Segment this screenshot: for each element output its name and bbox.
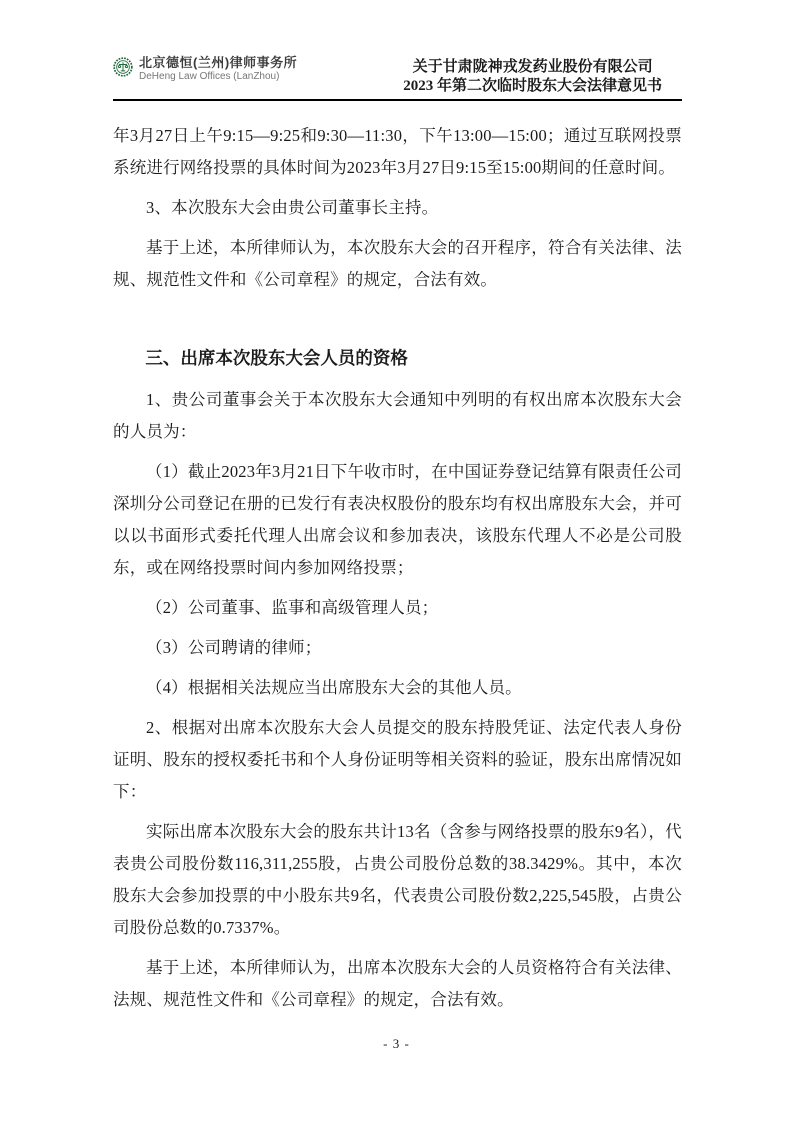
paragraph-meeting-time-continued: 年3月27日上午9:15—9:25和9:30—11:30，下午13:00—15:00；通过互联网投票系统进行网络投票的具体时间为2023年3月27日9:15至15:00期间的任意时间。 [113, 126, 682, 177]
paragraph-item-2-verification: 2、根据对出席本次股东大会人员提交的股东持股凭证、法定代表人身份证明、股东的授权委托书和个人身份证明等相关资料的验证，股东出席情况如下： [113, 718, 682, 801]
firm-name-chinese: 北京德恒(兰州)律师事务所 [139, 55, 298, 70]
page-header [113, 55, 682, 101]
section-heading-attendee-qualification: 三、出席本次股东大会人员的资格 [145, 348, 408, 368]
page-content [113, 55, 682, 1024]
paragraph-item-1-intro: 1、贵公司董事会关于本次股东大会通知中列明的有权出席本次股东大会的人员为： [113, 390, 682, 441]
paragraph-convening-conclusion: 基于上述，本所律师认为，本次股东大会的召开程序，符合有关法律、法规、规范性文件和《公司章程》的规定，合法有效。 [113, 238, 682, 289]
firm-names [139, 55, 297, 83]
paragraph-qualification-conclusion: 基于上述，本所律师认为，出席本次股东大会的人员资格符合有关法律、法规、规范性文件和《公司章程》的规定，合法有效。 [113, 958, 682, 1009]
page-number: - 3 - [383, 1036, 410, 1051]
firm-name-english: DeHeng Law Offices (LanZhou) [139, 71, 280, 82]
paragraph-meeting-chair: 3、本次股东大会由贵公司董事长主持。 [146, 198, 439, 217]
paragraph-subitem-2: （2）公司董事、监事和高级管理人员； [146, 598, 439, 617]
paragraph-attendance-statistics: 实际出席本次股东大会的股东共计13名（含参与网络投票的股东9名），代表贵公司股份数116,311,255股，占贵公司股份总数的38.3429%。其中，本次股东大会参加投票的中小股东共9名，代表贵公司股份数2,225,545股，占贵公司股份总数的0.7337%。 [113, 822, 682, 937]
scales-in-wreath-icon [113, 57, 133, 77]
document-title-line2: 2023 年第二次临时股东大会法律意见书 [403, 78, 662, 94]
law-firm-logo-block [113, 55, 297, 83]
document-body [113, 120, 682, 1016]
paragraph-subitem-3: （3）公司聘请的律师； [146, 638, 322, 657]
document-title [403, 58, 662, 98]
paragraph-subitem-1: （1）截止2023年3月21日下午收市时，在中国证券登记结算有限责任公司深圳分公司登记在册的已发行有表决权股份的股东均有权出席股东大会，并可以以书面形式委托代理人出席会议和参加表决，该股东代理人不必是公司股东，或在网络投票时间内参加网络投票； [113, 462, 682, 577]
paragraph-subitem-4: （4）根据相关法规应当出席股东大会的其他人员。 [146, 678, 522, 697]
document-title-line1: 关于甘肃陇神戎发药业股份有限公司 [412, 59, 653, 75]
